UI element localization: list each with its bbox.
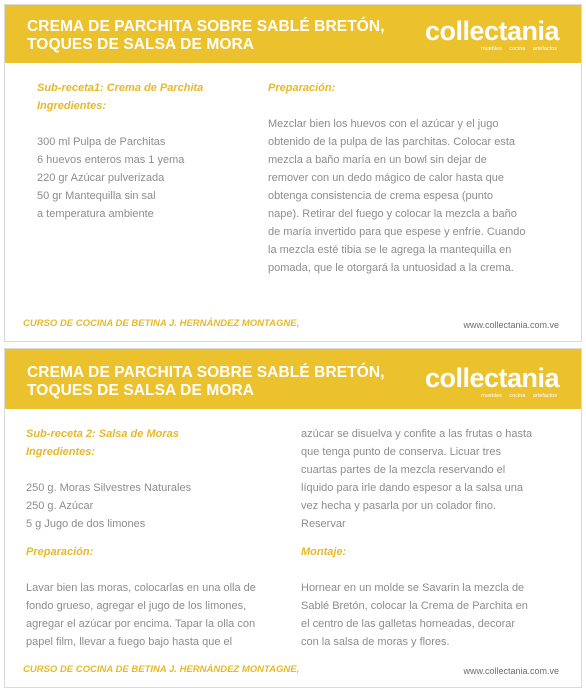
logo-wordmark: collectania xyxy=(424,363,559,393)
text-line: Lavar bien las moras, colocarlas en una olla de xyxy=(26,582,256,594)
ingredient-item: a temperatura ambiente xyxy=(37,208,154,220)
logo-tagline: muebles cocina artefactos xyxy=(481,46,557,52)
preparation-text xyxy=(268,115,550,277)
preparation-text xyxy=(26,579,282,651)
title-line-2: TOQUES DE SALSA DE MORA xyxy=(27,382,255,399)
card-header xyxy=(5,349,581,409)
text-line: con la salsa de moras y flores. xyxy=(301,636,450,648)
website-link[interactable]: www.collectania.com.ve xyxy=(463,320,559,330)
course-credit: CURSO DE COCINA DE BETINA J. HERNÁNDEZ MONTAGNE, xyxy=(23,664,300,675)
recipe-card-1 xyxy=(4,4,582,342)
montaje-text xyxy=(301,579,551,651)
preparation-label: Preparación: xyxy=(26,546,94,558)
text-line: mezcla a baño maría en un bowl sin dejar de xyxy=(268,154,487,166)
title-line-1: CREMA DE PARCHITA SOBRE SABLÉ BRETÓN, xyxy=(27,18,385,35)
sub-recipe-title: Sub-receta 2: Salsa de Moras xyxy=(26,428,179,440)
text-line: Sablé Bretón, colocar la Crema de Parchita en xyxy=(301,600,528,612)
collectania-logo xyxy=(425,18,559,53)
text-line: el centro de las galletas horneadas, decorar xyxy=(301,618,516,630)
ingredients-label: Ingredientes: xyxy=(26,446,96,458)
recipe-title xyxy=(27,18,385,54)
text-line: fondo grueso, agregar el jugo de los limones, xyxy=(26,600,247,612)
text-line: que tenga punto de conserva. Licuar tres xyxy=(301,446,501,458)
sub-recipe-title: Sub-receta1: Crema de Parchita xyxy=(37,82,204,94)
text-line: Reservar xyxy=(301,518,346,530)
text-line: azúcar se disuelva y confite a las frutas o hasta xyxy=(301,428,533,440)
text-line: Mezclar bien los huevos con el azúcar y el jugo xyxy=(268,118,499,130)
text-line: nape). Retirar del fuego y colocar la mezcla a baño xyxy=(268,208,517,220)
ingredients-list xyxy=(26,479,191,533)
website-link[interactable]: www.collectania.com.ve xyxy=(463,666,559,676)
text-line: cuartas partes de la mezcla reservando el xyxy=(301,464,506,476)
ingredient-item: 250 g. Moras Silvestres Naturales xyxy=(26,482,192,494)
text-line: obtenga consistencia de crema espesa (punto xyxy=(268,190,494,202)
ingredient-item: 6 huevos enteros mas 1 yema xyxy=(37,154,185,166)
preparation-continued-text xyxy=(301,425,551,533)
text-line: Hornear en un molde se Savarin la mezcla de xyxy=(301,582,525,594)
course-credit: CURSO DE COCINA DE BETINA J. HERNÁNDEZ MONTAGNE, xyxy=(23,318,300,329)
ingredients-list xyxy=(37,133,184,223)
recipe-card-2 xyxy=(4,348,582,688)
ingredient-item: 220 gr Azúcar pulverizada xyxy=(37,172,165,184)
title-line-2: TOQUES DE SALSA DE MORA xyxy=(27,36,255,53)
text-line: vez hecha y pasarla por un colador fino. xyxy=(301,500,497,512)
ingredients-label: Ingredientes: xyxy=(37,100,107,112)
text-line: de maría invertido para que espese y enfríe. Cuando xyxy=(268,226,526,238)
recipe-title xyxy=(27,364,385,400)
text-line: la mezcla esté tibia se le agrega la mantequilla en xyxy=(268,244,512,256)
preparation-label: Preparación: xyxy=(268,82,336,94)
text-line: líquido para irle dando espesor a la salsa una xyxy=(301,482,523,494)
title-line-1: CREMA DE PARCHITA SOBRE SABLÉ BRETÓN, xyxy=(27,364,385,381)
ingredient-item: 5 g Jugo de dos limones xyxy=(26,518,146,530)
logo-wordmark: collectania xyxy=(424,16,559,46)
collectania-logo xyxy=(425,365,559,400)
text-line: pomada, que le otorgará la untuosidad a la crema. xyxy=(268,262,514,274)
card-header xyxy=(5,5,581,63)
montaje-label: Montaje: xyxy=(301,546,347,558)
ingredient-item: 250 g. Azúcar xyxy=(26,500,94,512)
logo-tagline: muebles cocina artefactos xyxy=(481,393,557,399)
ingredient-item: 300 ml Pulpa de Parchitas xyxy=(37,136,166,148)
text-line: agregar el azúcar por encima. Tapar la olla con xyxy=(26,618,256,630)
text-line: remover con un dedo mágico de calor hasta que xyxy=(268,172,505,184)
ingredient-item: 50 gr Mantequilla sin sal xyxy=(37,190,156,202)
text-line: papel film, llevar a fuego bajo hasta que el xyxy=(26,636,233,648)
text-line: obtenido de la pulpa de las parchitas. Colocar esta xyxy=(268,136,516,148)
